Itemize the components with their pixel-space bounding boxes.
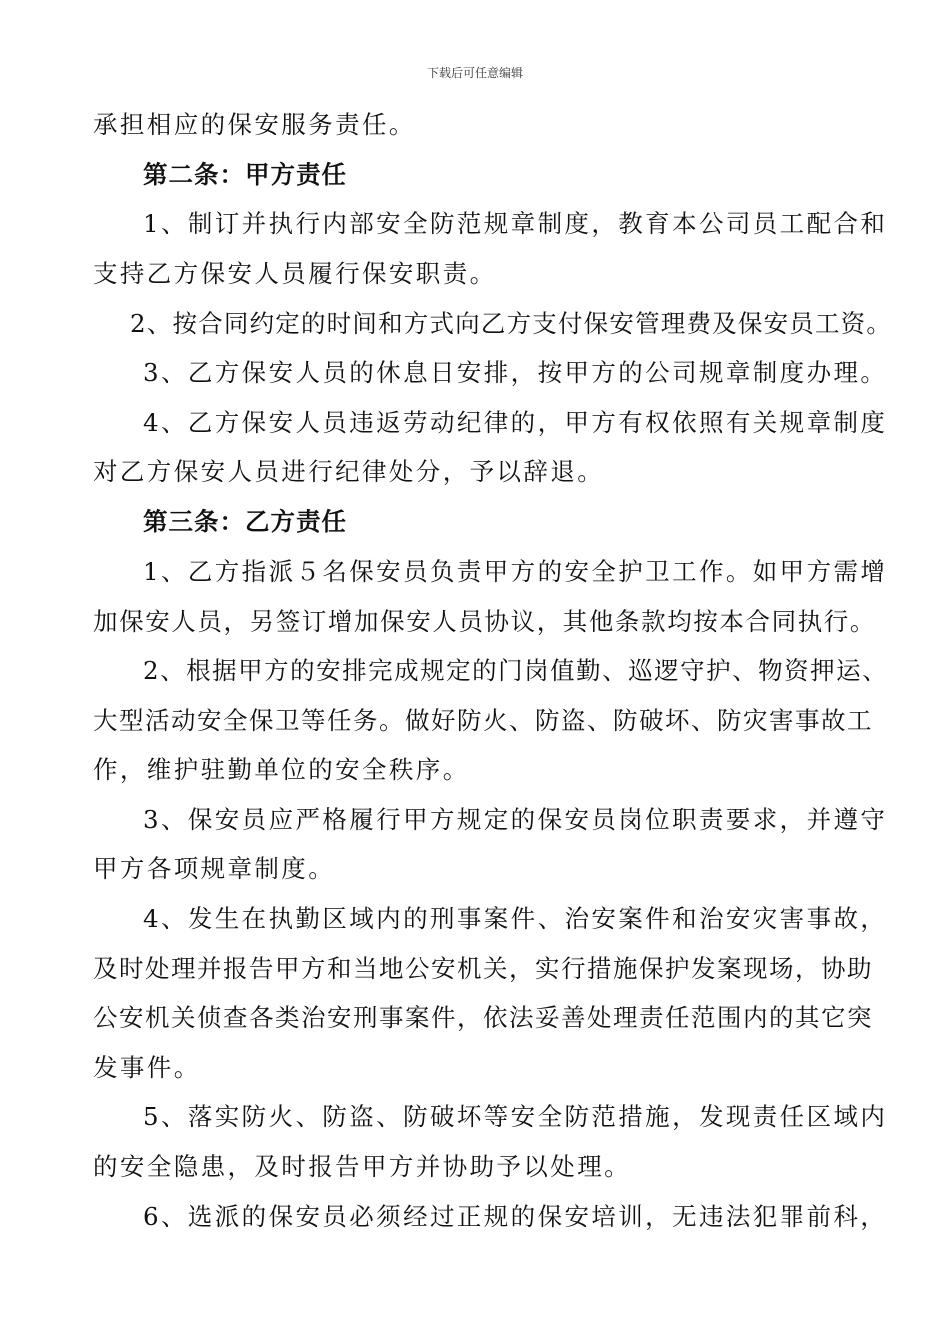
section-heading: 第二条：甲方责任 [143,160,347,189]
body-line: 公安机关侦查各类治安刑事案件，依法妥善处理责任范围内的其它突 [93,1003,873,1032]
body-line: 4、发生在执勤区域内的刑事案件、治安案件和治安灾害事故， [143,904,888,933]
body-line: 对乙方保安人员进行纪律处分，予以辞退。 [93,457,605,486]
body-line: 作，维护驻勤单位的安全秩序。 [93,755,470,784]
body-line: 2、根据甲方的安排完成规定的门岗值勤、巡逻守护、物资押运、 [143,656,889,685]
body-line: 5、落实防火、防盗、防破坏等安全防范措施，发现责任区域内 [143,1102,888,1131]
body-line: 甲方各项规章制度。 [93,854,336,883]
body-line: 1、制订并执行内部安全防范规章制度，教育本公司员工配合和 [143,209,888,238]
body-line: 2、按合同约定的时间和方式向乙方支付保安管理费及保安员工资。 [130,309,893,338]
page-header: 下载后可任意编辑 [426,66,523,80]
body-line: 发事件。 [93,1053,201,1082]
body-line: 3、保安员应严格履行甲方规定的保安员岗位职责要求，并遵守 [143,805,888,834]
body-line: 3、乙方保安人员的休息日安排，按甲方的公司规章制度办理。 [143,358,888,387]
body-line: 大型活动安全保卫等任务。做好防火、防盗、防破坏、防灾害事故工 [93,706,873,735]
body-line: 4、乙方保安人员违返劳动纪律的，甲方有权依照有关规章制度 [143,408,888,437]
body-line: 支持乙方保安人员履行保安职责。 [93,259,497,288]
body-line: 1、乙方指派５名保安员负责甲方的安全护卫工作。如甲方需增 [143,557,888,586]
body-line: 承担相应的保安服务责任。 [93,110,416,139]
body-line: 加保安人员，另签订增加保安人员协议，其他条款均按本合同执行。 [93,607,876,636]
body-line: 的安全隐患，及时报告甲方并协助予以处理。 [93,1152,631,1181]
body-line: 及时处理并报告甲方和当地公安机关，实行措施保护发案现场，协助 [93,954,873,983]
body-line: 6、选派的保安员必须经过正规的保安培训，无违法犯罪前科， [143,1202,888,1231]
section-heading: 第三条：乙方责任 [143,507,347,536]
